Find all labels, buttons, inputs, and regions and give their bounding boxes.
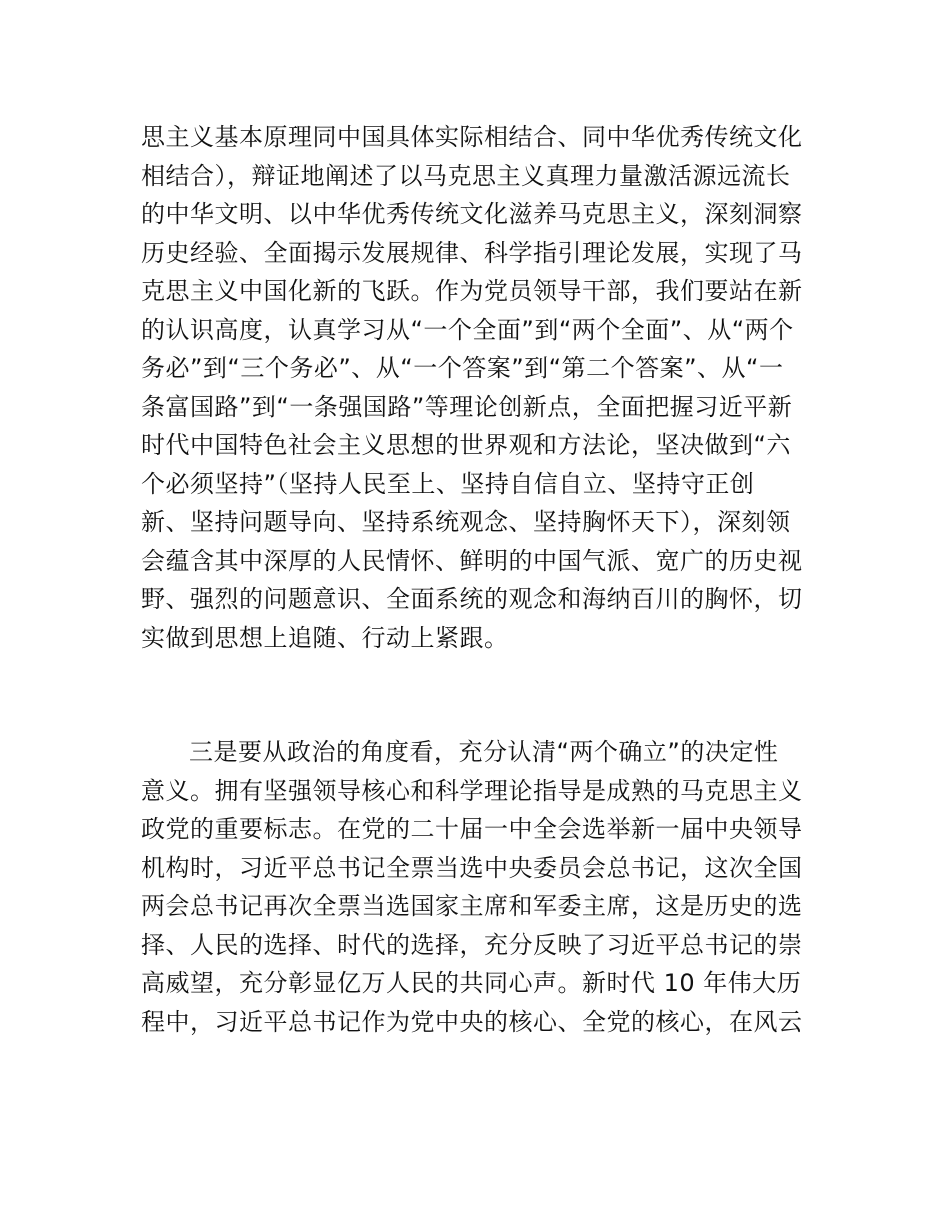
text-line: 思主义基本原理同中国具体实际相结合、同中华优秀传统文化 bbox=[141, 123, 803, 151]
text-line: 务必”到“三个务必”、从“一个答案”到“第二个答案”、从“一 bbox=[141, 354, 784, 382]
text-line: 政党的重要标志。在党的二十届一中全会选举新一届中央领导 bbox=[141, 815, 803, 843]
text-line: 实做到思想上追随、行动上紧跟。 bbox=[141, 623, 509, 652]
text-line: 程中，习近平总书记作为党中央的核心、全党的核心，在风云 bbox=[141, 1007, 803, 1036]
text-line: 历史经验、全面揭示发展规律、科学指引理论发展，实现了马 bbox=[141, 238, 803, 267]
text-line-first-indented: 三是要从政治的角度看，充分认清“两个确立”的决定性 bbox=[189, 738, 779, 766]
text-line: 高威望，充分彰显亿万人民的共同心声。新时代 10 年伟大历 bbox=[141, 969, 802, 997]
text-line: 个必须坚持”（坚持人民至上、坚持自信自立、坚持守正创 bbox=[141, 469, 755, 498]
text-line: 的认识高度，认真学习从“一个全面”到“两个全面”、从“两个 bbox=[141, 315, 794, 344]
text-line: 两会总书记再次全票当选国家主席和军委主席，这是历史的选 bbox=[141, 892, 803, 920]
text-line: 机构时，习近平总书记全票当选中央委员会总书记，这次全国 bbox=[141, 853, 803, 882]
text-line: 野、强烈的问题意识、全面系统的观念和海纳百川的胸怀，切 bbox=[141, 585, 803, 613]
text-line: 的中华文明、以中华优秀传统文化滋养马克思主义，深刻洞察 bbox=[141, 200, 803, 228]
text-line: 相结合），辩证地阐述了以马克思主义真理力量激活源远流长 bbox=[141, 161, 791, 190]
text-line: 会蕴含其中深厚的人民情怀、鲜明的中国气派、宽广的历史视 bbox=[141, 546, 803, 575]
text-line: 时代中国特色社会主义思想的世界观和方法论，坚决做到“六 bbox=[141, 431, 791, 459]
text-line: 条富国路”到“一条强国路”等理论创新点，全面把握习近平新 bbox=[141, 392, 793, 421]
paragraph bbox=[141, 118, 813, 657]
text-line: 克思主义中国化新的飞跃。作为党员领导干部，我们要站在新 bbox=[141, 277, 803, 305]
text-line: 新、坚持问题导向、坚持系统观念、坚持胸怀天下），深刻领 bbox=[141, 508, 791, 536]
text-line: 择、人民的选择、时代的选择，充分反映了习近平总书记的崇 bbox=[141, 930, 803, 959]
text-line: 意义。拥有坚强领导核心和科学理论指导是成熟的马克思主义 bbox=[141, 776, 803, 805]
paragraph bbox=[141, 733, 813, 1041]
